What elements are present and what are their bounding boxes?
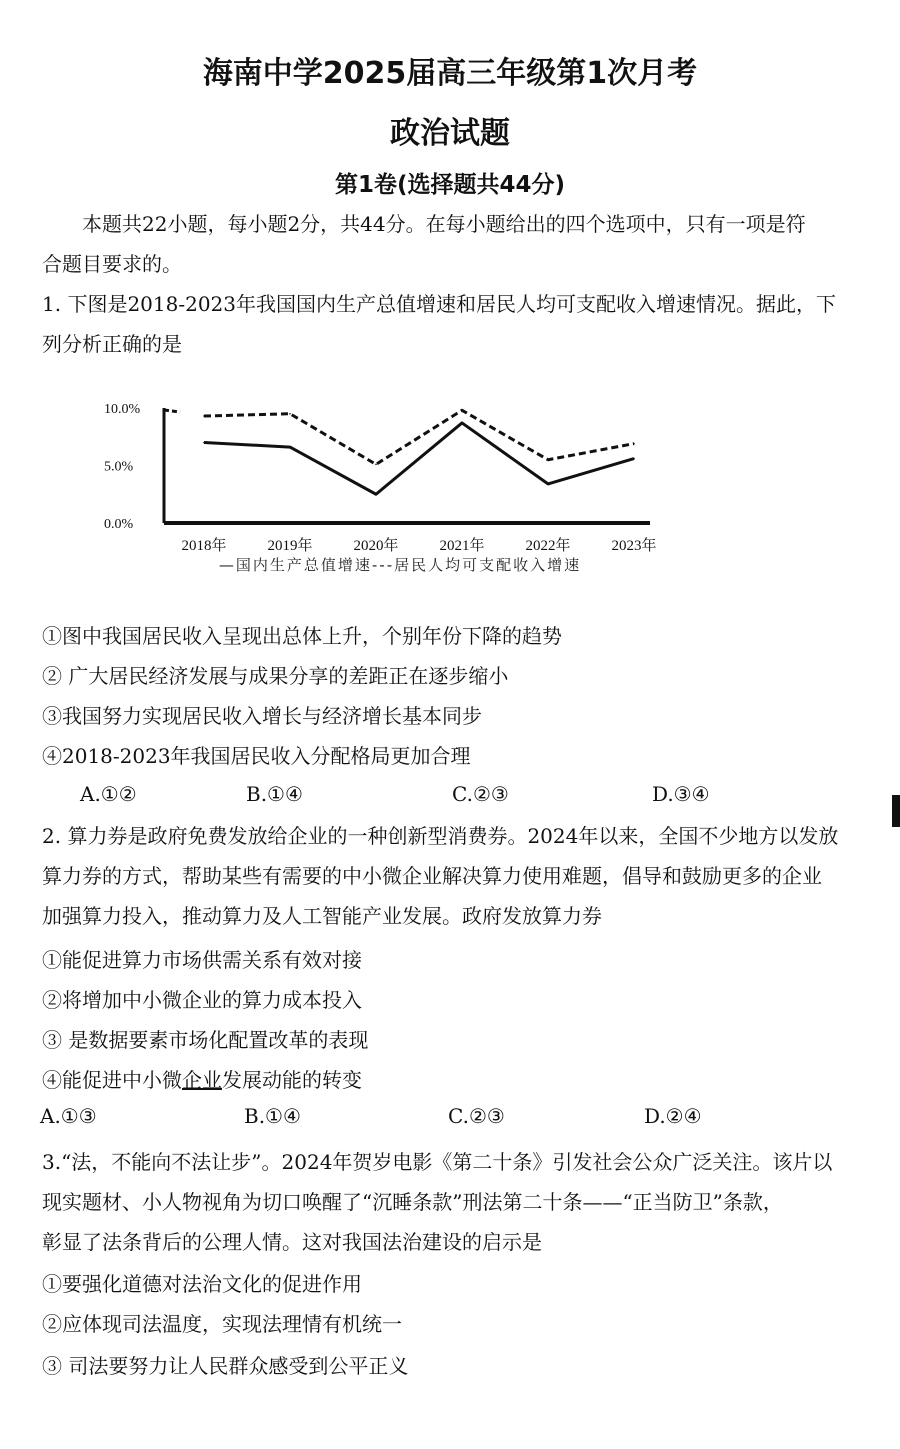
income-point	[375, 464, 377, 466]
legend-stub	[164, 410, 180, 412]
q3-item-3: ③ 司法要努力让人民群众感受到公平正义	[42, 1354, 409, 1378]
y-tick-label: 5.0%	[104, 459, 134, 475]
y-tick-label: 10.0%	[104, 402, 141, 417]
scan-edge-mark	[892, 795, 900, 827]
gdp-point	[633, 458, 635, 460]
section-heading: 第1卷(选择题共44分)	[334, 172, 566, 198]
q2-stem-line-3: 加强算力投入，推动算力及人工智能产业发展。政府发放算力券	[42, 904, 602, 928]
q3-stem-line-3: 彰显了法条背后的公理人情。这对我国法治建设的启示是	[42, 1230, 542, 1254]
gdp-point	[289, 446, 291, 448]
q3-item-1: ①要强化道德对法治文化的促进作用	[42, 1272, 362, 1296]
q2-stem-line-2: 算力券的方式，帮助某些有需要的中小微企业解决算力使用难题，倡导和鼓励更多的企业	[42, 864, 822, 888]
growth-line-chart	[100, 392, 660, 582]
chart-legend: —国内生产总值增速---居民人均可支配收入增速	[218, 556, 582, 574]
q2-item-2: ②将增加中小微企业的算力成本投入	[42, 988, 362, 1012]
q1-choice-d: D.③④	[652, 782, 710, 806]
q1-item-3: ③我国努力实现居民收入增长与经济增长基本同步	[42, 704, 482, 728]
chart-svg	[100, 392, 660, 582]
x-tick-label: 2021年	[439, 538, 485, 554]
gdp-point	[547, 483, 549, 485]
gdp-point	[461, 422, 463, 424]
q2-choice-c: C.②③	[448, 1104, 505, 1128]
q2-stem-line-1: 2. 算力券是政府免费发放给企业的一种创新型消费券。2024年以来，全国不少地方以发放	[42, 824, 839, 848]
q2-item-4-before: ④能促进中小微	[42, 1068, 182, 1092]
q2-item-4	[42, 1064, 362, 1093]
q2-choice-b: B.①④	[244, 1104, 301, 1128]
income-point	[461, 410, 463, 412]
q3-stem-line-2: 现实题材、小人物视角为切口唤醒了“沉睡条款”刑法第二十条——“正当防卫”条款，	[42, 1190, 783, 1214]
x-tick-label: 2022年	[525, 538, 571, 554]
q1-stem-line-2: 列分析正确的是	[42, 332, 182, 356]
q3-stem-line-1: 3.“法，不能向不法让步”。2024年贺岁电影《第二十条》引发社会公众广泛关注。该片以	[42, 1150, 833, 1174]
q2-choice-a: A.①③	[40, 1104, 97, 1128]
x-tick-label: 2019年	[267, 538, 313, 554]
q1-item-1: ①图中我国居民收入呈现出总体上升，个别年份下降的趋势	[42, 624, 562, 648]
series-line-income	[204, 410, 634, 464]
x-tick-label: 2018年	[181, 538, 227, 554]
exam-title: 海南中学2025届高三年级第1次月考	[202, 56, 698, 91]
income-point	[547, 459, 549, 461]
x-tick-label: 2020年	[353, 538, 399, 554]
subject-title: 政治试题	[390, 116, 510, 151]
series-line-gdp	[204, 423, 634, 494]
q2-item-4-after: 发展动能的转变	[222, 1068, 362, 1092]
q3-item-2: ②应体现司法温度，实现法理情有机统一	[42, 1312, 402, 1336]
income-point	[633, 443, 635, 445]
q1-stem-line-1: 1. 下图是2018-2023年我国国内生产总值增速和居民人均可支配收入增速情况。据此，下	[42, 292, 836, 316]
q2-choice-d: D.②④	[644, 1104, 702, 1128]
q1-choice-c: C.②③	[452, 782, 509, 806]
q1-item-2: ② 广大居民经济发展与成果分享的差距正在逐步缩小	[42, 664, 509, 688]
q1-choice-b: B.①④	[246, 782, 303, 806]
q2-item-1: ①能促进算力市场供需关系有效对接	[42, 948, 362, 972]
q2-item-4-underlined: 企业	[182, 1068, 222, 1092]
income-point	[203, 415, 205, 417]
intro-line-1: 本题共22小题，每小题2分，共44分。在每小题给出的四个选项中，只有一项是符	[82, 212, 806, 236]
income-point	[289, 413, 291, 415]
gdp-point	[375, 493, 377, 495]
gdp-point	[203, 442, 205, 444]
q1-choice-a: A.①②	[80, 782, 137, 806]
x-tick-label: 2023年	[611, 538, 657, 554]
y-tick-label: 0.0%	[104, 517, 134, 532]
q1-item-4: ④2018-2023年我国居民收入分配格局更加合理	[42, 744, 471, 768]
intro-line-2: 合题目要求的。	[42, 252, 182, 276]
q2-item-3: ③ 是数据要素市场化配置改革的表现	[42, 1028, 369, 1052]
